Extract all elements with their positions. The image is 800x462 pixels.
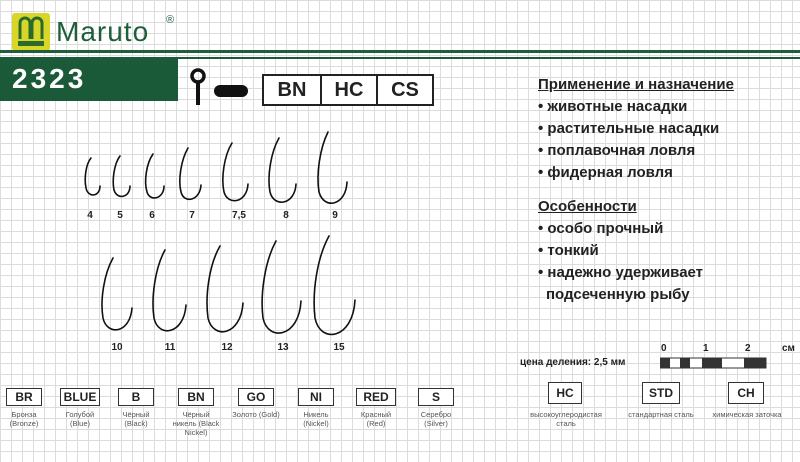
- legend-code-blue: BLUE: [60, 388, 100, 406]
- size-label: 13: [277, 342, 289, 353]
- legend-text-go: Золото (Gold): [232, 410, 280, 419]
- hook-size-9: [318, 132, 347, 203]
- size-label: 7,5: [232, 210, 246, 221]
- hook-size-7-5: [223, 143, 248, 201]
- legend-text-red: Красный (Red): [360, 410, 392, 428]
- features-item: подсеченную рыбу: [546, 286, 690, 303]
- features-item: • особо прочный: [538, 220, 664, 237]
- application-heading: Применение и назначение: [538, 76, 734, 93]
- legend-code-go: GO: [238, 388, 274, 406]
- hook-size-11: [153, 250, 186, 331]
- application-item: • животные насадки: [538, 98, 688, 115]
- size-label: 7: [189, 210, 195, 221]
- scale-tick: 2: [745, 343, 751, 354]
- size-label: 10: [111, 342, 123, 353]
- legend-text-bn: Чёрный никель (Black Nickel): [172, 410, 220, 437]
- legend-text-std: стандартная сталь: [628, 410, 694, 419]
- legend-text-blue: Голубой (Blue): [65, 410, 95, 428]
- brand-name: Maruto: [56, 16, 150, 47]
- hook-size-8: [269, 138, 296, 202]
- scale-unit: см: [782, 343, 795, 354]
- legend-code-std: STD: [642, 382, 680, 404]
- legend-code-br: BR: [6, 388, 42, 406]
- model-number: 2323: [12, 63, 87, 94]
- legend-code-red: RED: [356, 388, 396, 406]
- legend-code-ch: CH: [728, 382, 764, 404]
- scale-bar: [660, 356, 768, 370]
- legend-text-br: Бронза (Bronze): [9, 410, 39, 428]
- hook-size-15: [314, 236, 355, 334]
- size-label: 11: [164, 342, 176, 353]
- hook-size-7: [180, 148, 201, 199]
- hook-size-13: [262, 241, 301, 333]
- hook-size-5: [113, 156, 130, 196]
- size-label: 9: [332, 210, 338, 221]
- features-item: • тонкий: [538, 242, 599, 259]
- application-item: • фидерная ловля: [538, 164, 673, 181]
- code-box-hc: HC: [320, 74, 378, 106]
- legend-code-hc: HC: [548, 382, 582, 404]
- size-label: 12: [221, 342, 233, 353]
- application-item: • поплавочная ловля: [538, 142, 696, 159]
- legend-code-s: S: [418, 388, 454, 406]
- registered-mark: ®: [166, 14, 175, 26]
- legend-text-ni: Никель (Nickel): [303, 410, 329, 428]
- size-label: 8: [283, 210, 289, 221]
- features-heading: Особенности: [538, 198, 637, 215]
- legend-code-ni: NI: [298, 388, 334, 406]
- hook-size-12: [207, 246, 243, 332]
- legend-text-s: Серебро (Silver): [420, 410, 452, 428]
- code-box-cs: CS: [376, 74, 434, 106]
- legend-text-b: Чёрный (Black): [122, 410, 150, 428]
- size-label: 6: [149, 210, 155, 221]
- hook-size-10: [102, 258, 132, 330]
- hook-size-4: [85, 158, 100, 195]
- scale-tick: 0: [661, 343, 667, 354]
- legend-code-b: B: [118, 388, 154, 406]
- features-item: • надежно удерживает: [538, 264, 704, 281]
- hook-size-6: [146, 154, 164, 198]
- legend-text-ch: химическая заточка: [712, 410, 782, 419]
- scale-label: цена деления: 2,5 мм: [520, 357, 626, 368]
- application-item: • растительные насадки: [538, 120, 720, 137]
- size-label: 5: [117, 210, 123, 221]
- legend-text-hc: высокоуглеродистая сталь: [530, 410, 602, 428]
- code-box-bn: BN: [262, 74, 322, 106]
- legend-code-bn: BN: [178, 388, 214, 406]
- scale-tick: 1: [703, 343, 709, 354]
- size-label: 15: [333, 342, 345, 353]
- size-label: 4: [87, 210, 93, 221]
